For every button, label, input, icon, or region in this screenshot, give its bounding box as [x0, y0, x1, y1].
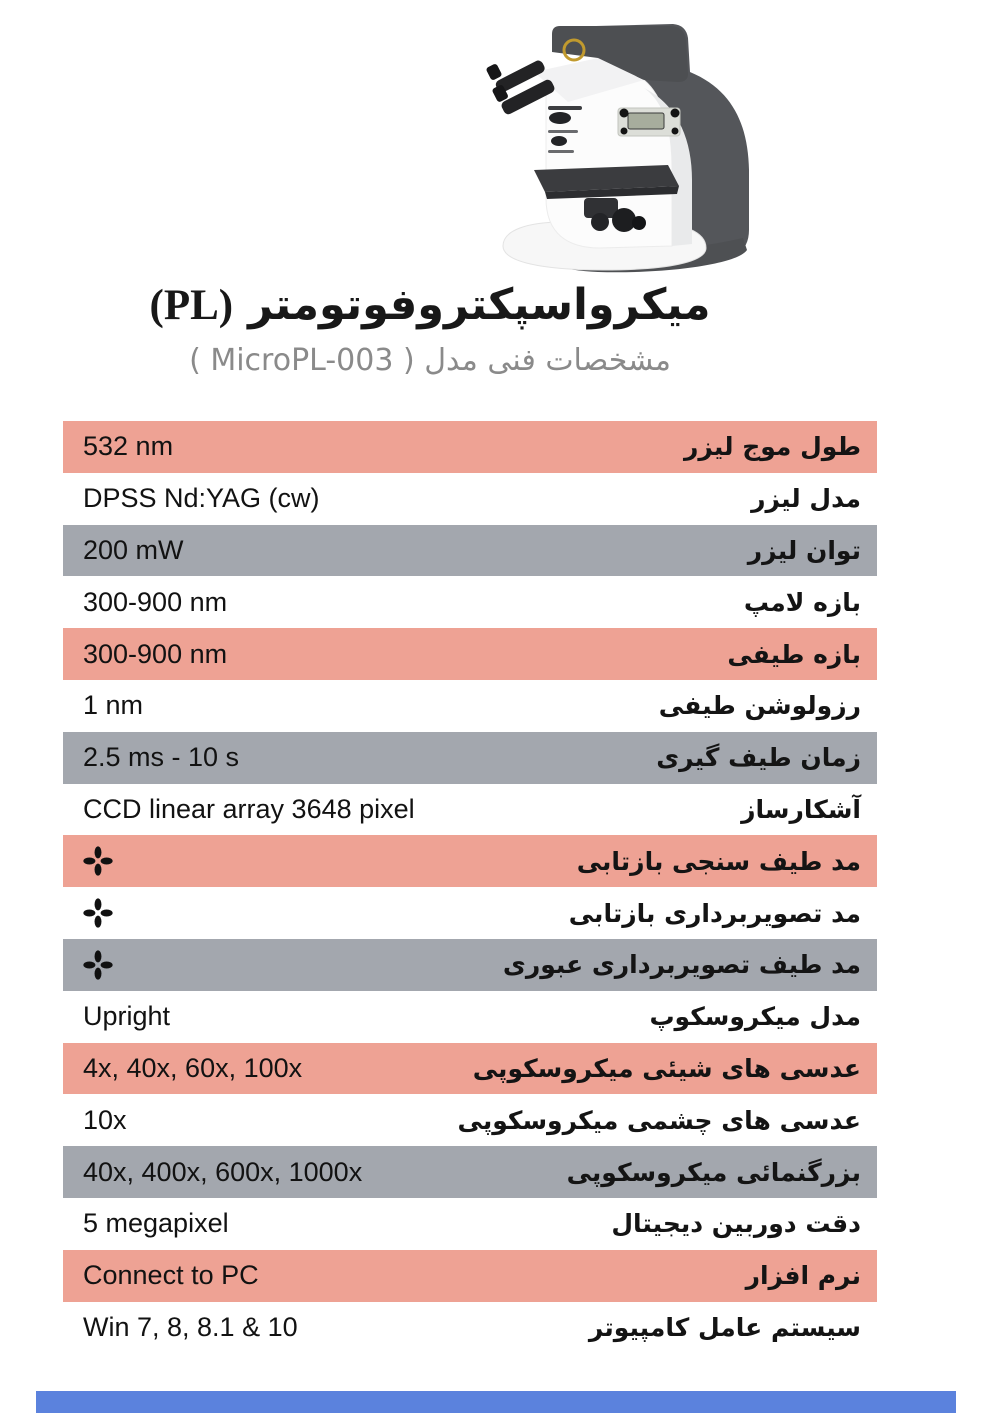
spec-value-cell	[63, 742, 239, 773]
spec-label: رزولوشن طیفی	[658, 691, 861, 721]
spec-label: زمان طیف گیری	[656, 743, 861, 773]
spec-value-cell	[63, 431, 173, 462]
subtitle-persian: مشخصات فنی مدل	[424, 343, 671, 378]
title-persian: میکرواسپکتروفوتومتر	[248, 280, 711, 330]
table-row	[63, 784, 877, 836]
footer-bar	[36, 1391, 956, 1413]
spec-value-cell	[63, 898, 121, 928]
spec-value-cell	[63, 1208, 229, 1239]
table-row	[63, 732, 877, 784]
spec-label: مد طیف تصویربرداری عبوری	[502, 950, 861, 980]
spec-label: سیستم عامل کامپیوتر	[588, 1312, 861, 1342]
spec-value-cell	[63, 950, 121, 980]
spec-label: مدل لیزر	[751, 484, 861, 514]
spec-value: 300-900 nm	[83, 638, 228, 669]
spec-value: 10x	[83, 1104, 127, 1135]
spec-label: مدل میکروسکوپ	[649, 1002, 861, 1032]
table-row	[63, 835, 877, 887]
spec-value: Upright	[83, 1001, 171, 1032]
spec-label: عدسی های چشمی میکروسکوپی	[457, 1105, 861, 1135]
spec-value: 300-900 nm	[83, 586, 228, 617]
table-row	[63, 939, 877, 991]
spec-label: نرم افزار	[745, 1261, 861, 1291]
spec-value-cell	[63, 1312, 298, 1343]
spec-value: 4x, 40x, 60x, 100x	[83, 1052, 303, 1083]
spec-value: Win 7, 8, 8.1 & 10	[83, 1311, 298, 1342]
page-subtitle	[0, 343, 860, 378]
spec-value-cell	[63, 1105, 127, 1136]
spec-value: 5 megapixel	[83, 1208, 229, 1239]
spec-value-cell	[63, 1001, 170, 1032]
spec-value: CCD linear array 3648 pixel	[83, 793, 415, 824]
spec-value: 2.5 ms - 10 s	[83, 742, 240, 773]
spec-value-cell	[63, 587, 227, 618]
table-row	[63, 1250, 877, 1302]
spec-value-cell	[63, 1053, 302, 1084]
spec-label: مد تصویربرداری بازتابی	[568, 898, 861, 928]
spec-value: 1 nm	[83, 690, 144, 721]
table-row	[63, 1302, 877, 1354]
spec-value-cell	[63, 846, 121, 876]
four-petal-asterisk-icon	[83, 950, 113, 980]
spec-table	[63, 421, 877, 1353]
table-row	[63, 887, 877, 939]
spec-value-cell	[63, 1260, 259, 1291]
spec-value-cell	[63, 639, 227, 670]
table-row	[63, 525, 877, 577]
spec-label: توان لیزر	[747, 535, 861, 565]
title-latin: (PL)	[149, 282, 234, 329]
microscope-illustration	[448, 10, 770, 276]
spec-label: آشکارساز	[741, 794, 861, 824]
spec-value: Connect to PC	[83, 1260, 259, 1291]
spec-value: 200 mW	[83, 534, 184, 565]
subtitle-model: ( MicroPL-003 )	[189, 343, 415, 378]
table-row	[63, 576, 877, 628]
spec-label: بازه لامپ	[743, 587, 861, 617]
spec-value-cell	[63, 1157, 362, 1188]
table-row	[63, 1043, 877, 1095]
spec-value: 40x, 400x, 600x, 1000x	[83, 1156, 363, 1187]
spec-label: مد طیف سنجی بازتابی	[576, 846, 861, 876]
table-row	[63, 473, 877, 525]
table-row	[63, 1094, 877, 1146]
spec-value-cell	[63, 483, 320, 514]
spec-label: عدسی های شیئی میکروسکوپی	[472, 1053, 861, 1083]
table-row	[63, 628, 877, 680]
spec-value-cell	[63, 794, 415, 825]
microscope-image	[448, 10, 770, 276]
table-row	[63, 421, 877, 473]
spec-value-cell	[63, 690, 143, 721]
table-row	[63, 1146, 877, 1198]
spec-label: طول موج لیزر	[683, 432, 861, 462]
spec-label: بزرگنمائی میکروسکوپی	[566, 1157, 861, 1187]
four-petal-asterisk-icon	[83, 898, 113, 928]
table-row	[63, 680, 877, 732]
spec-value: DPSS Nd:YAG (cw)	[83, 483, 320, 514]
spec-label: بازه طیفی	[727, 639, 861, 669]
table-row	[63, 1198, 877, 1250]
page-title	[0, 280, 860, 330]
spec-value-cell	[63, 535, 184, 566]
four-petal-asterisk-icon	[83, 846, 113, 876]
spec-value: 532 nm	[83, 431, 174, 462]
table-row	[63, 991, 877, 1043]
spec-label: دقت دوربین دیجیتال	[611, 1209, 861, 1239]
